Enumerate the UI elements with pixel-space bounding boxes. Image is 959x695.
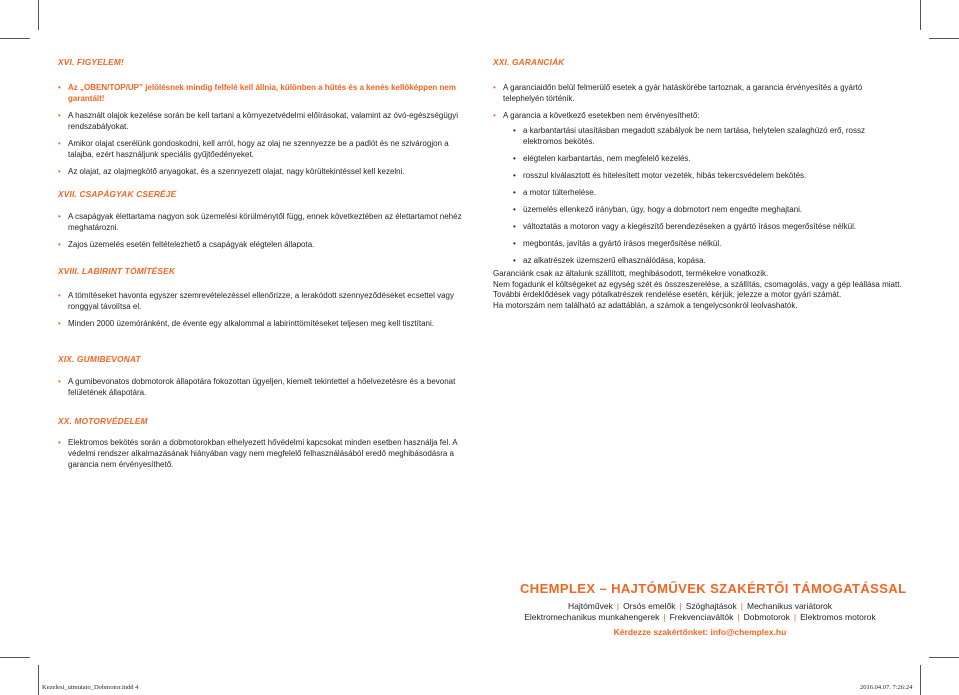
list-item: • A gumibevonatos dobmotorok állapotára fokozottan ügyeljen, kiemelt tekintettel a hőelvezetésre és a bevonat felületének állapotára.	[58, 376, 468, 398]
product-label: Hajtóművek	[567, 601, 613, 611]
list-item: • az alkatrészek üzemszerű elhasználódása, kopása.	[513, 255, 903, 266]
section-heading-figyelem: XVI. FIGYELEM!	[58, 57, 124, 67]
list-item: • A garanciaidőn belül felmerülő esetek a gyár hatáskörébe tartoznak, a garancia érvényesítés a gyártó telephelyén történik.	[493, 82, 903, 104]
list-item: • Amikor olajat cserélünk gondoskodni, kell arról, hogy az olaj ne szennyezze be a padlót és ne szivárogjon a talajba, ezért használjunk speciális gyűjtőedényeket.	[58, 138, 468, 160]
list-item: • A csapágyak élettartama nagyon sok üzemelési körülménytől függ, ennek következtében az élettartamot nehéz meghatározni.	[58, 211, 468, 233]
crop-mark	[920, 0, 921, 30]
section-list-figyelem	[58, 82, 468, 183]
section-heading-motorvedelem: XX. MOTORVÉDELEM	[58, 416, 148, 426]
separator: |	[737, 612, 740, 622]
list-item: • rosszul kiválasztott és hitelesített motor vezeték, hibás tekercsvédelem bekötés.	[513, 170, 903, 181]
product-label: Elektromechanikus munkahengerek	[524, 612, 660, 622]
section-heading-csapagyak: XVII. CSAPÁGYAK CSERÉJE	[58, 189, 177, 199]
paragraph-line: Garanciánk csak az általunk szállított, meghibásodott, termékekre vonatkozik.	[493, 269, 769, 278]
list-item: • elégtelen karbantartás, nem megfelelő kezelés.	[513, 153, 903, 164]
product-label: Elektromos motorok	[800, 612, 876, 622]
list-item: • A használt olajok kezelése során be kell tartani a környezetvédelmi előírásokat, valamint az óvó-egészségügyi rendszabályokat.	[58, 110, 468, 132]
section-heading-gumibevonat: XIX. GUMIBEVONAT	[58, 354, 141, 364]
separator: |	[663, 612, 666, 622]
footer-products-row-1	[500, 601, 900, 611]
list-item: • A tömítéseket havonta egyszer szemrevételezéssel ellenőrizze, a lerakódott szennyeződéseket ecsettel vagy ronggyal távolítsa el.	[58, 290, 468, 312]
product-label: Mechanikus variátorok	[746, 601, 833, 611]
list-item: • üzemelés ellenkező irányban, úgy, hogy a dobmotort nem engedte meghajtani.	[513, 204, 903, 215]
section-list-labirint	[58, 290, 468, 335]
section-list-gumibevonat	[58, 376, 468, 404]
separator: |	[679, 601, 682, 611]
section-list-motorvedelem	[58, 437, 468, 476]
footer-products-row-2	[500, 612, 900, 622]
product-label: Orsós emelők	[623, 601, 676, 611]
list-item: • megbontás, javítás a gyártó írásos megerősítése nélkül.	[513, 238, 903, 249]
crop-mark	[929, 38, 959, 39]
product-label: Szöghajtások	[685, 601, 737, 611]
separator: |	[740, 601, 743, 611]
list-item: • Minden 2000 üzemóránként, de évente egy alkalommal a labirinttömítéseket teljesen meg kell tisztítani.	[58, 318, 468, 329]
section-list-csapagyak	[58, 211, 468, 256]
section-heading-garanciak: XXI. GARANCIÁK	[493, 57, 565, 67]
slug-filename: Kezelesi_utmutato_Dobmotor.indd 4	[42, 684, 139, 691]
separator: |	[616, 601, 620, 611]
list-item: • Az „OBEN/TOP/UP” jelölésnek mindig felfelé kell állnia, különben a hűtés és a kenés kellőképpen nem garantált!	[58, 82, 468, 104]
footer-title: CHEMPLEX – HAJTÓMŰVEK SZAKÉRTŐI TÁMOGATÁSSAL	[520, 581, 907, 596]
list-item: • Zajos üzemelés esetén feltételezhető a csapágyak elégtelen állapota.	[58, 239, 468, 250]
paragraph-line: Nem fogadunk el költségeket az egység szét és összeszerelése, a szállítás, csomagolás, vagy a gép leállása miatt.	[493, 279, 902, 289]
guarantee-paragraph	[493, 269, 902, 311]
list-item: • Elektromos bekötés során a dobmotorokban elhelyezett hővédelmi kapcsokat minden esetben használja fel. A védelmi rendszer alkalmazásának hiányában vagy nem megfelelő felhasználásából eredő meghibásodásra a garancia nem érvényesíthető.	[58, 437, 468, 470]
product-label: Frekvenciaváltók	[669, 612, 734, 622]
product-label: Dobmotorok	[743, 612, 790, 622]
list-item: • a karbantartási utasításban megadott szabályok be nem tartása, helytelen szalaghúzó erő, rossz elektromos bekötés.	[513, 125, 903, 147]
paragraph-line: Ha motorszám nem található az adattáblán, a számok a tengelycsonkról leolvashatók.	[493, 300, 798, 310]
list-item: • Az olajat, az olajmegkötő anyagokat, és a szennyezett olajat, nagy körültekintéssel kell kezelni.	[58, 166, 468, 177]
crop-mark	[38, 0, 39, 30]
section-list-garanciak	[493, 82, 903, 127]
crop-mark	[929, 657, 959, 658]
list-item: • A garancia a következő esetekben nem érvényesíthető:	[493, 110, 903, 121]
footer-contact: Kérdezze szakértőnket: info@chemplex.hu	[613, 627, 787, 637]
crop-mark	[920, 665, 921, 695]
crop-mark	[0, 38, 30, 39]
crop-mark	[38, 665, 39, 695]
slug-date: 2016.04.07. 7:26:24	[860, 684, 913, 691]
separator: |	[793, 612, 797, 622]
crop-mark	[0, 657, 30, 658]
section-heading-labirint: XVIII. LABIRINT TÖMÍTÉSEK	[58, 266, 176, 276]
section-sublist-garanciak	[513, 125, 903, 272]
list-item: • változtatás a motoron vagy a kiegészítő berendezéseken a gyártó írásos megerősítése nélkül.	[513, 221, 903, 232]
list-item: • a motor túlterhelése.	[513, 187, 903, 198]
paragraph-line: További érdeklődések vagy pótalkatrészek rendelése esetén, kérjük, jelezze a motor gyári számát.	[493, 290, 842, 299]
